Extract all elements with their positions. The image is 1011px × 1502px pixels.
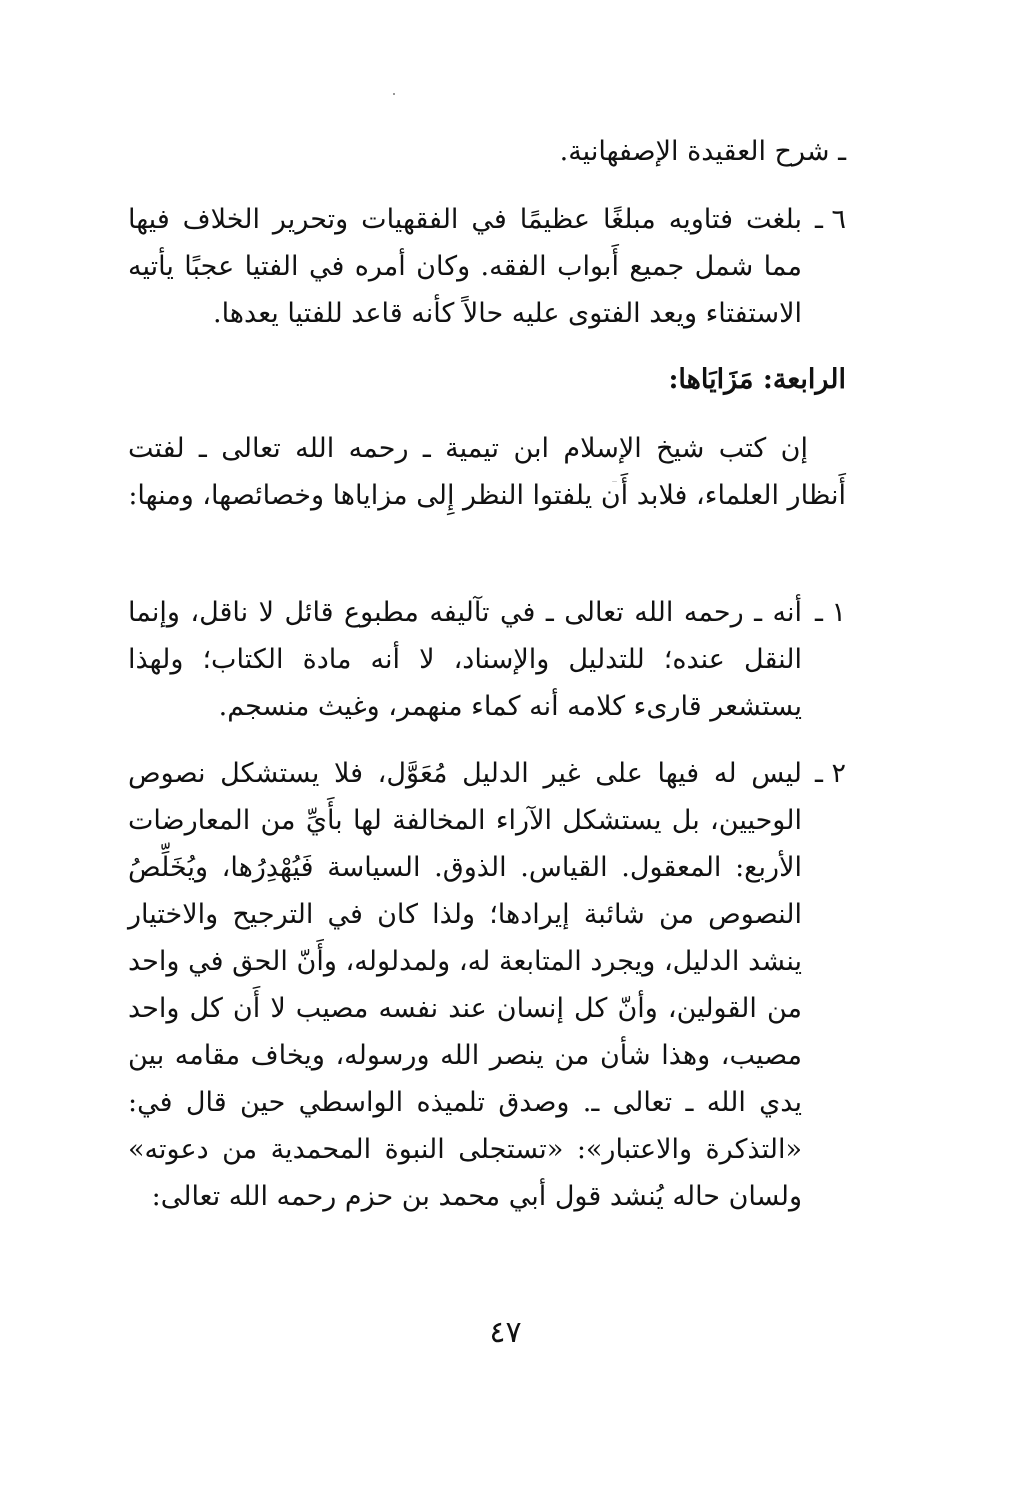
list-number: ١ ـ xyxy=(814,597,846,628)
list-item-text: ليس له فيها على غير الدليل مُعَوَّل، فلا يستشكل نصوص الوحيين، بل يستشكل الآراء المخالفة لها بأَيِّ من المعارضات الأربع: المعقول. القياس. الذوق. السياسة فَيُهْدِرُها، ويُخَلِّصُ النصوص من شائبة إيرادها؛ ولذا كان في الترجيح والاختيار ينشد الدليل، ويجرد المتابعة له، ولمدلوله، وأَنّ الحق في واحد من القولين، وأنّ كل إنسان عند نفسه مصيب لا أَن كل واحد مصيب، وهذا شأن من ينصر الله ورسوله، ويخاف مقامه بين يدي الله ـ تعالى ـ. وصدق تلميذه الواسطي حين قال في: «التذكرة والاعتبار»: «تستجلى النبوة المحمدية من دعوته» ولسان حاله يُنشد قول أبي محمد بن حزم رحمه الله تعالى: xyxy=(128,758,802,1212)
continued-list-line: ـ شرح العقيدة الإصفهانية. xyxy=(559,136,846,167)
list-item-6 xyxy=(128,196,846,337)
page-number: ٤٧ xyxy=(489,1315,522,1350)
list-item-text: أنه ـ رحمه الله تعالى ـ في تآليفه مطبوع قائل لا ناقل، وإنما النقل عنده؛ للتدليل والإسناد، لا أنه مادة الكتاب؛ ولهذا يستشعر قارىء كلامه أنه كماء منهمر، وغيث منسجم. xyxy=(128,597,802,722)
scan-speck xyxy=(393,93,395,95)
intro-paragraph: إن كتب شيخ الإسلام ابن تيمية ـ رحمه الله تعالى ـ لفتت أَنظار العلماء، فلابد أَن يلفتوا النظر إِلى مزاياها وخصائصها، ومنها: xyxy=(128,433,846,511)
list-item-1 xyxy=(128,589,846,730)
list-number: ٦ ـ xyxy=(814,204,846,235)
list-item-2 xyxy=(128,750,846,1220)
list-item-text: بلغت فتاويه مبلغًا عظيمًا في الفقهيات وتحرير الخلاف فيها مما شمل جميع أَبواب الفقه. وكان أمره في الفتيا عجبًا يأتيه الاستفتاء ويعد الفتوى عليه حالاً كأنه قاعد للفتيا يعدها. xyxy=(128,204,802,329)
section-heading: الرابعة: مَزَايَاها: xyxy=(668,364,846,395)
list-number: ٢ ـ xyxy=(814,758,846,789)
